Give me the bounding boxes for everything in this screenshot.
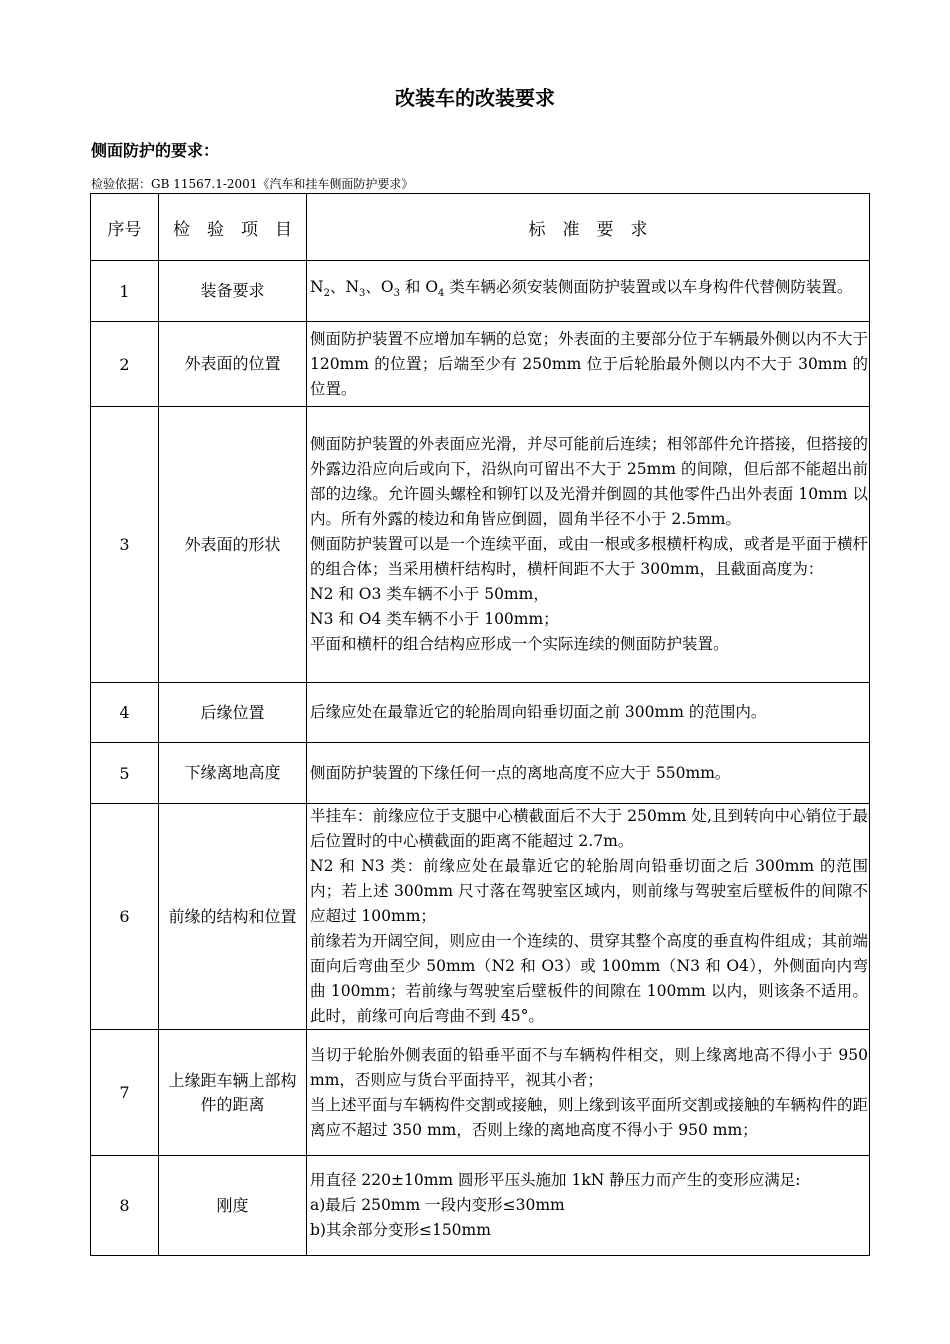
req-line: 侧面防护装置可以是一个连续平面，或由一根或多根横杆构成，或者是平面于横杆的组合体；当采用横杆结构时，横杆间距不大于 300mm，且截面高度为： xyxy=(310,535,869,578)
header-requirement: 标 准 要 求 xyxy=(307,194,870,261)
req-line: b)其余部分变形≤150mm xyxy=(310,1221,491,1239)
req-line: a)最后 250mm 一段内变形≤30mm xyxy=(310,1196,565,1214)
table-row xyxy=(91,322,870,407)
req-line: 用直径 220±10mm 圆形平压头施加 1kN 静压力而产生的变形应满足: xyxy=(310,1171,801,1189)
req-line: 半挂车：前缘应位于支腿中心横截面后不大于 250mm 处,且到转向中心销位于最后位置时的中心横截面的距离不能超过 2.7m。 xyxy=(310,807,868,850)
row-item: 外表面的形状 xyxy=(159,407,307,683)
row-requirement xyxy=(307,1030,870,1156)
table-row xyxy=(91,261,870,322)
row-requirement xyxy=(307,1156,870,1256)
req-line: 侧面防护装置的下缘任何一点的离地高度不应大于 550mm。 xyxy=(310,763,731,782)
table-row xyxy=(91,1030,870,1156)
inspection-basis: 检验依据：GB 11567.1-2001《汽车和挂车侧面防护要求》 xyxy=(91,177,414,191)
row-no: 7 xyxy=(91,1030,159,1156)
req-line: N3 和 O4 类车辆不小于 100mm； xyxy=(310,610,559,628)
req-line: N2 和 O3 类车辆不小于 50mm， xyxy=(310,585,549,603)
row-no: 6 xyxy=(91,804,159,1030)
row-no: 4 xyxy=(91,683,159,743)
row-item: 下缘离地高度 xyxy=(159,743,307,804)
table-row xyxy=(91,683,870,743)
req-line: 平面和横杆的组合结构应形成一个实际连续的侧面防护装置。 xyxy=(310,635,729,653)
table-row xyxy=(91,743,870,804)
requirements-table xyxy=(90,193,870,1256)
req-text: $N_2$、$N_3$、$O_3$ 和 $O_4$ 类车辆必须安装侧面防护装置或以车身构件代替侧防装置。 xyxy=(310,278,853,300)
row-item: 后缘位置 xyxy=(159,683,307,743)
row-no: 1 xyxy=(91,261,159,322)
row-requirement xyxy=(307,743,870,804)
row-item: 上缘距车辆上部构件的距离 xyxy=(159,1030,307,1156)
table-header-row xyxy=(91,194,870,261)
req-line: 前缘若为开阔空间，则应由一个连续的、贯穿其整个高度的垂直构件组成；其前端面向后弯曲至少 50mm（N2 和 O3）或 100mm（N3 和 O4），外侧面向内弯曲 100mm；若前缘与驾驶室后壁板件的间隙在 100mm 以内，则该条不适用。此时，前缘可向后弯曲不到 45°。 xyxy=(310,932,869,1025)
row-requirement xyxy=(307,804,870,1030)
row-no: 5 xyxy=(91,743,159,804)
req-line: 当切于轮胎外侧表面的铅垂平面不与车辆构件相交，则上缘离地高不得小于 950 mm，否则应与货台平面持平，视其小者； xyxy=(310,1045,868,1089)
header-no: 序号 xyxy=(91,194,159,261)
table-row xyxy=(91,804,870,1030)
row-item: 刚度 xyxy=(159,1156,307,1256)
row-item: 前缘的结构和位置 xyxy=(159,804,307,1030)
row-requirement xyxy=(307,407,870,683)
row-item: 装备要求 xyxy=(159,261,307,322)
req-line: N2 和 N3 类：前缘应处在最靠近它的轮胎周向铅垂切面之后 300mm 的范围内；若上述 300mm 尺寸落在驾驶室区域内，则前缘与驾驶室后壁板件的间隙不应超过 100mm； xyxy=(310,857,868,925)
table-row xyxy=(91,407,870,683)
row-no: 3 xyxy=(91,407,159,683)
req-line: 当上述平面与车辆构件交割或接触，则上缘到该平面所交割或接触的车辆构件的距离应不超过 350 mm，否则上缘的离地高度不得小于 950 mm； xyxy=(310,1095,869,1139)
row-no: 8 xyxy=(91,1156,159,1256)
row-no: 2 xyxy=(91,322,159,407)
row-item: 外表面的位置 xyxy=(159,322,307,407)
req-line: 侧面防护装置不应增加车辆的总宽；外表面的主要部分位于车辆最外侧以内不大于 120mm 的位置；后端至少有 250mm 位于后轮胎最外侧以内不大于 30mm 的位置。 xyxy=(310,329,869,398)
table-row xyxy=(91,1156,870,1256)
req-line: 后缘应处在最靠近它的轮胎周向铅垂切面之前 300mm 的范围内。 xyxy=(310,703,767,721)
row-requirement xyxy=(307,261,870,322)
row-requirement xyxy=(307,683,870,743)
header-item: 检 验 项 目 xyxy=(159,194,307,261)
document-title: 改装车的改装要求 xyxy=(395,86,555,110)
section-heading: 侧面防护的要求： xyxy=(91,141,220,160)
req-line: 侧面防护装置的外表面应光滑，并尽可能前后连续；相邻部件允许搭接，但搭接的外露边沿应向后或向下，沿纵向可留出不大于 25mm 的间隙，但后部不能超出前部的边缘。允许圆头螺栓和铆钉以及光滑并倒圆的其他零件凸出外表面 10mm 以内。所有外露的棱边和角皆应倒圆，圆角半径不小于 2.5mm。 xyxy=(310,435,869,528)
row-requirement xyxy=(307,322,870,407)
